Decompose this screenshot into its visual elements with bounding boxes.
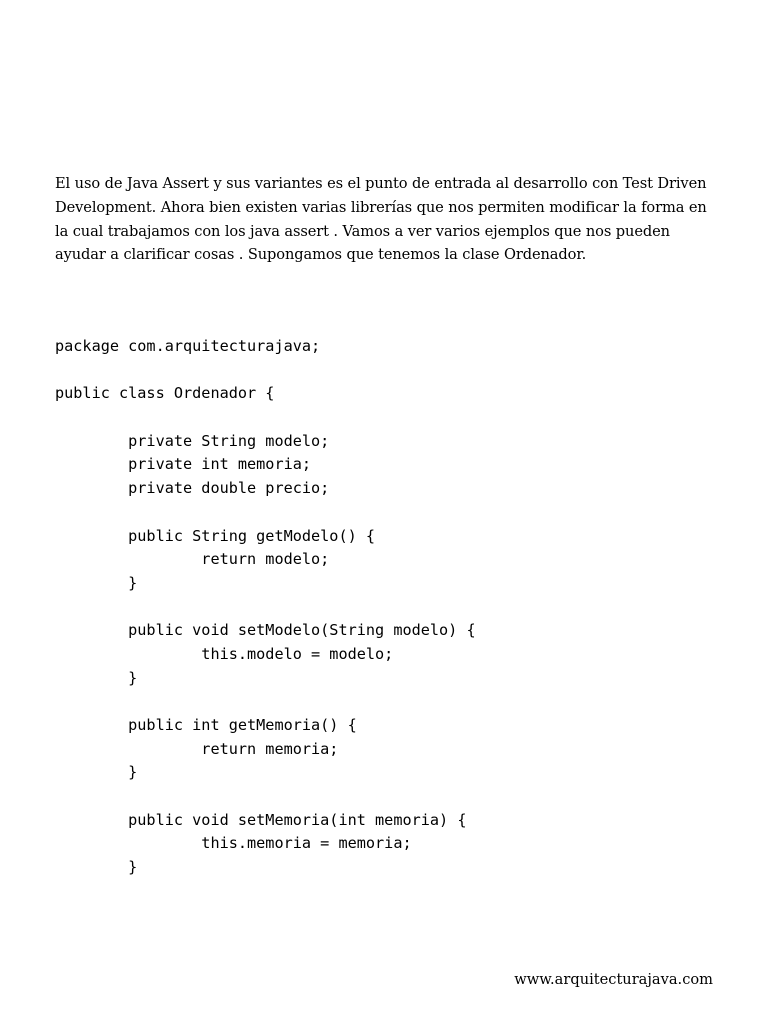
code-line: private int memoria;: [55, 455, 312, 474]
code-line: this.modelo = modelo;: [55, 644, 394, 663]
code-line: package com.arquitecturajava;: [55, 337, 321, 355]
code-line: public void setMemoria(int memoria) {: [55, 810, 467, 829]
code-line: [55, 596, 476, 620]
code-line: [55, 359, 476, 383]
code-line: public void setModelo(String modelo) {: [55, 621, 476, 640]
code-line: return modelo;: [55, 550, 330, 569]
footer-url: www.arquitecturajava.com: [514, 971, 713, 988]
code-line: [55, 785, 476, 809]
code-line: }: [55, 668, 138, 687]
code-line: private double precio;: [55, 479, 330, 498]
code-line: this.memoria = memoria;: [55, 834, 412, 853]
code-line: public String getModelo() {: [55, 526, 376, 545]
intro-paragraph: El uso de Java Assert y sus variantes es el punto de entrada al desarrollo con Test Driven Development. Ahora bien existen varias librerías que nos permiten modificar la forma en la cual trabajamos con los java assert . Vamos a ver varios ejemplos que nos pueden ayudar a clarificar cosas . Supongamos que tenemos la clase Ordenador.: [55, 175, 707, 264]
code-line: }: [55, 573, 138, 592]
code-line: }: [55, 858, 138, 877]
code-line: public class Ordenador {: [55, 384, 275, 403]
code-line: [55, 501, 476, 525]
code-block: [55, 335, 476, 880]
code-line: private String modelo;: [55, 431, 330, 450]
code-line: }: [55, 763, 138, 782]
code-line: public int getMemoria() {: [55, 716, 357, 734]
code-line: [55, 690, 476, 714]
code-line: [55, 406, 476, 430]
code-line: return memoria;: [55, 739, 339, 758]
